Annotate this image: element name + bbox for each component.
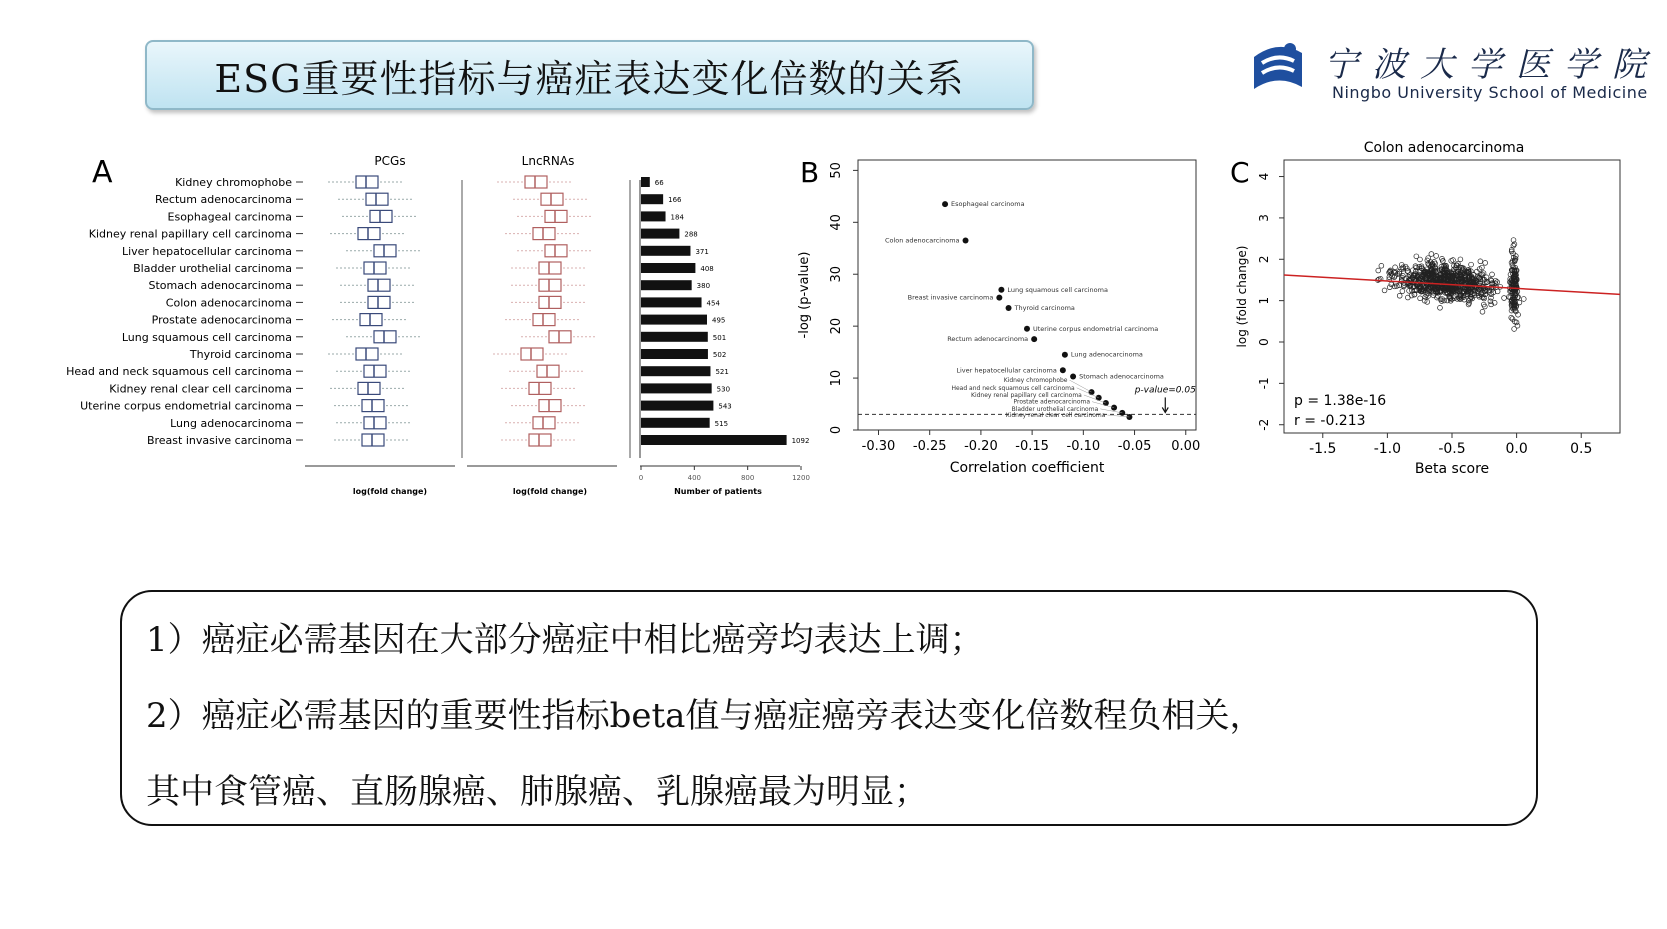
patients-bar	[641, 211, 666, 221]
b-point-label: Bladder urothelial carcinoma	[1011, 405, 1099, 413]
figure-panels	[0, 140, 1667, 660]
lnc-box	[539, 400, 561, 412]
c-data-point	[1418, 296, 1423, 301]
pcg-box	[356, 176, 378, 188]
patients-value: 530	[716, 385, 731, 394]
patients-bar	[641, 246, 690, 256]
lnc-box	[539, 262, 561, 274]
summary-line-2: 2）癌症必需基因的重要性指标beta值与癌症癌旁表达变化倍数程负相关，	[146, 696, 1264, 736]
c-data-point	[1393, 265, 1398, 270]
b-point-label: Rectum adenocarcinoma	[947, 335, 1029, 344]
pcg-box	[374, 245, 396, 257]
patients-value: 380	[696, 282, 711, 291]
cancer-label: Liver hepatocellular carcinoma	[121, 244, 292, 258]
c-data-point	[1414, 254, 1419, 259]
cancer-label: Head and neck squamous cell carcinoma	[66, 365, 292, 379]
lnc-box	[539, 279, 561, 291]
cancer-label: Uterine corpus endometrial carcinoma	[80, 399, 292, 413]
c-y-tick-label: 1	[1257, 296, 1271, 305]
c-data-point	[1512, 327, 1517, 332]
c-data-point	[1490, 272, 1495, 277]
patients-value: 495	[712, 316, 726, 325]
patients-value: 543	[718, 402, 732, 411]
c-data-point	[1434, 254, 1439, 259]
patients-bar	[641, 263, 695, 273]
c-stat-r: r = -0.213	[1294, 413, 1366, 429]
c-data-point	[1376, 268, 1381, 273]
b-data-point	[998, 287, 1004, 293]
cancer-label: Thyroid carcinoma	[189, 348, 292, 361]
lnc-box	[545, 210, 567, 222]
c-data-point	[1451, 258, 1456, 263]
b-data-point	[963, 237, 969, 243]
b-point-label: Lung squamous cell carcinoma	[1007, 285, 1108, 294]
cancer-label: Rectum adenocarcinoma	[155, 193, 292, 207]
c-data-point	[1489, 295, 1494, 300]
b-y-tick-label: 0	[829, 425, 844, 435]
c-y-tick-label: -1	[1257, 377, 1271, 390]
panel-a	[66, 154, 810, 496]
b-point-label: Prostate adenocarcinoma	[1013, 398, 1091, 406]
c-x-tick-label: -0.5	[1438, 441, 1466, 457]
summary-box	[120, 590, 1538, 826]
c-x-tick-label: 0.5	[1570, 441, 1593, 457]
c-data-point	[1514, 320, 1519, 325]
b-data-point	[942, 201, 948, 207]
c-data-point	[1400, 289, 1405, 294]
patients-bar	[641, 418, 710, 428]
cancer-label: Kidney chromophobe	[175, 176, 292, 189]
c-data-point	[1458, 257, 1463, 262]
patients-bar	[641, 401, 713, 411]
c-data-point	[1474, 269, 1479, 274]
lnc-box	[533, 417, 555, 429]
b-y-tick-label: 40	[829, 214, 844, 231]
patients-value: 501	[712, 333, 727, 342]
cancer-label: Colon adenocarcinoma	[165, 296, 292, 310]
b-threshold-label: p-value=0.05	[1134, 385, 1196, 396]
patients-bar	[641, 435, 787, 445]
cancer-label: Lung squamous cell carcinoma	[121, 330, 292, 344]
patients-bar	[641, 332, 708, 342]
b-data-point	[1031, 336, 1037, 342]
panel-a-letter: A	[92, 155, 113, 190]
c-y-tick-label: -2	[1257, 418, 1271, 431]
pcg-box	[362, 400, 384, 412]
logo-chinese-name: 宁波大学医学院	[1324, 45, 1660, 85]
b-point-label: Head and neck squamous cell carcinoma	[951, 384, 1075, 392]
patients-tick-label: 400	[687, 474, 702, 482]
b-point-label: Colon adenocarcinoma	[884, 236, 960, 245]
lnc-box	[539, 296, 561, 308]
university-emblem-icon	[1248, 35, 1308, 95]
pcg-box	[366, 193, 388, 205]
cancer-label: Esophageal carcinoma	[167, 210, 292, 224]
b-x-tick-label: -0.15	[1015, 439, 1049, 454]
pcg-box	[358, 228, 380, 240]
b-x-tick-label: -0.30	[861, 439, 896, 454]
b-point-label: Uterine corpus endometrial carcinoma	[1033, 324, 1159, 333]
patients-value: 515	[714, 419, 729, 428]
b-data-point	[1024, 326, 1030, 332]
patients-value: 288	[684, 230, 698, 239]
b-point-label: Stomach adenocarcinoma	[1079, 372, 1164, 381]
lnc-axis-label: log(fold change)	[512, 487, 588, 496]
logo-english-name: Ningbo University School of Medicine	[1332, 83, 1648, 102]
lnc-column-title: LncRNAs	[521, 154, 575, 168]
c-data-point	[1397, 293, 1402, 298]
b-x-tick-label: -0.05	[1117, 439, 1152, 454]
patients-axis-label: Number of patients	[674, 487, 762, 496]
b-data-point	[1060, 367, 1066, 373]
b-x-tick-label: -0.20	[964, 439, 998, 454]
patients-value: 166	[668, 196, 682, 205]
c-data-point	[1379, 263, 1384, 268]
b-point-label: Thyroid carcinoma	[1014, 303, 1075, 312]
b-point-label: Lung adenocarcinoma	[1070, 350, 1143, 359]
patients-bar	[641, 297, 702, 307]
c-data-point	[1502, 296, 1507, 301]
c-x-tick-label: -1.0	[1373, 441, 1402, 457]
patients-value: 184	[670, 213, 684, 222]
panel-b	[797, 156, 1200, 476]
b-x-tick-label: -0.25	[912, 439, 947, 454]
lnc-box	[549, 331, 571, 343]
pcg-box	[368, 296, 390, 308]
b-y-tick-label: 30	[829, 265, 844, 283]
c-y-tick-label: 3	[1257, 214, 1271, 222]
c-data-point	[1382, 288, 1387, 293]
lnc-box	[541, 193, 563, 205]
cancer-label: Bladder urothelial carcinoma	[133, 262, 292, 275]
cancer-label: Prostate adenocarcinoma	[151, 313, 292, 327]
lnc-box	[533, 228, 555, 240]
cancer-label: Kidney renal papillary cell carcinoma	[88, 227, 292, 241]
pcg-box	[360, 314, 382, 326]
panel-c	[1230, 140, 1620, 477]
c-title: Colon adenocarcinoma	[1363, 140, 1525, 156]
c-data-point	[1438, 305, 1443, 310]
panel-c-letter: C	[1230, 156, 1250, 189]
b-y-tick-label: 50	[829, 162, 844, 179]
lnc-box	[529, 382, 551, 394]
pcg-box	[356, 348, 378, 360]
lnc-box	[533, 314, 555, 326]
b-data-point	[1006, 305, 1012, 311]
b-point-label: Kidney chromophobe	[1003, 377, 1068, 385]
c-data-point	[1387, 285, 1392, 290]
c-stat-p: p = 1.38e-16	[1294, 393, 1387, 409]
pcg-axis-label: log(fold change)	[352, 487, 428, 496]
university-logo	[1248, 35, 1660, 105]
patients-value: 408	[700, 265, 714, 273]
lnc-box	[521, 348, 543, 360]
b-data-point	[1070, 374, 1076, 380]
lnc-box	[537, 365, 559, 377]
cancer-label: Breast invasive carcinoma	[146, 434, 292, 447]
b-x-tick-label: -0.10	[1066, 439, 1101, 454]
slide-title: ESG重要性指标与癌症表达变化倍数的关系	[214, 56, 965, 101]
c-data-point	[1478, 259, 1483, 264]
panel-b-letter: B	[800, 156, 820, 189]
patients-bar	[641, 177, 650, 187]
pcg-box	[368, 279, 390, 291]
c-x-tick-label: 0.0	[1505, 441, 1528, 457]
patients-value: 454	[706, 299, 720, 308]
b-data-point	[996, 295, 1002, 301]
pcg-box	[362, 434, 384, 446]
c-data-point	[1410, 268, 1415, 273]
c-y-axis-label: log (fold change)	[1235, 245, 1249, 348]
cancer-label: Lung adenocarcinoma	[170, 416, 292, 430]
b-point-label: Breast invasive carcinoma	[907, 293, 994, 302]
c-y-tick-label: 4	[1257, 172, 1271, 181]
pcg-box	[364, 365, 386, 377]
patients-bar	[641, 349, 708, 359]
summary-line-1: 1）癌症必需基因在大部分癌症中相比癌旁均表达上调；	[146, 620, 984, 660]
b-x-axis-label: Correlation coefficient	[949, 460, 1105, 476]
c-data-point	[1521, 297, 1526, 302]
slide-title-box	[145, 40, 1034, 110]
b-point-label: Kidney renal papillary cell carcinoma	[971, 392, 1082, 399]
patients-bar	[641, 315, 707, 325]
patients-value: 502	[712, 351, 727, 359]
c-data-point	[1483, 260, 1488, 265]
pcg-box	[374, 331, 396, 343]
lnc-box	[545, 245, 567, 257]
b-y-tick-label: 20	[829, 317, 844, 335]
b-y-tick-label: 10	[829, 369, 844, 387]
lnc-box	[525, 176, 547, 188]
c-data-point	[1429, 252, 1434, 257]
patients-bar	[641, 366, 710, 376]
patients-value: 371	[695, 247, 709, 256]
c-x-axis-label: Beta score	[1414, 461, 1490, 477]
c-data-point	[1405, 295, 1410, 300]
c-x-tick-label: -1.5	[1309, 441, 1337, 457]
c-data-point	[1480, 309, 1485, 314]
c-y-tick-label: 2	[1257, 255, 1271, 264]
patients-tick-label: 1200	[792, 474, 810, 482]
patients-tick-label: 800	[740, 474, 755, 482]
b-data-point	[1062, 352, 1068, 358]
patients-bar	[641, 383, 712, 393]
patients-bar	[641, 280, 692, 290]
patients-value: 1092	[791, 437, 810, 445]
b-point-label: Esophageal carcinoma	[951, 200, 1025, 209]
b-y-axis-label: -log (p-value)	[797, 251, 812, 339]
patients-tick-label: 0	[638, 474, 644, 482]
pcg-column-title: PCGs	[374, 154, 406, 168]
b-point-label: Kidney renal clear cell carcinoma	[1005, 412, 1106, 420]
patients-bar	[641, 194, 663, 204]
c-y-tick-label: 0	[1257, 338, 1271, 346]
patients-value: 66	[654, 179, 664, 187]
b-x-tick-label: 0.00	[1171, 439, 1201, 454]
c-data-point	[1509, 315, 1514, 320]
b-point-label: Liver hepatocellular carcinoma	[956, 366, 1057, 375]
pcg-box	[364, 417, 386, 429]
pcg-box	[358, 382, 380, 394]
c-data-point	[1469, 262, 1474, 267]
cancer-label: Kidney renal clear cell carcinoma	[109, 382, 292, 396]
lnc-box	[529, 434, 551, 446]
pcg-box	[364, 262, 386, 274]
patients-value: 521	[715, 368, 729, 377]
pcg-box	[370, 210, 392, 222]
patients-bar	[641, 229, 679, 239]
cancer-label: Stomach adenocarcinoma	[148, 279, 292, 293]
summary-line-3: 其中食管癌、直肠腺癌、肺腺癌、乳腺癌最为明显；	[146, 772, 928, 812]
